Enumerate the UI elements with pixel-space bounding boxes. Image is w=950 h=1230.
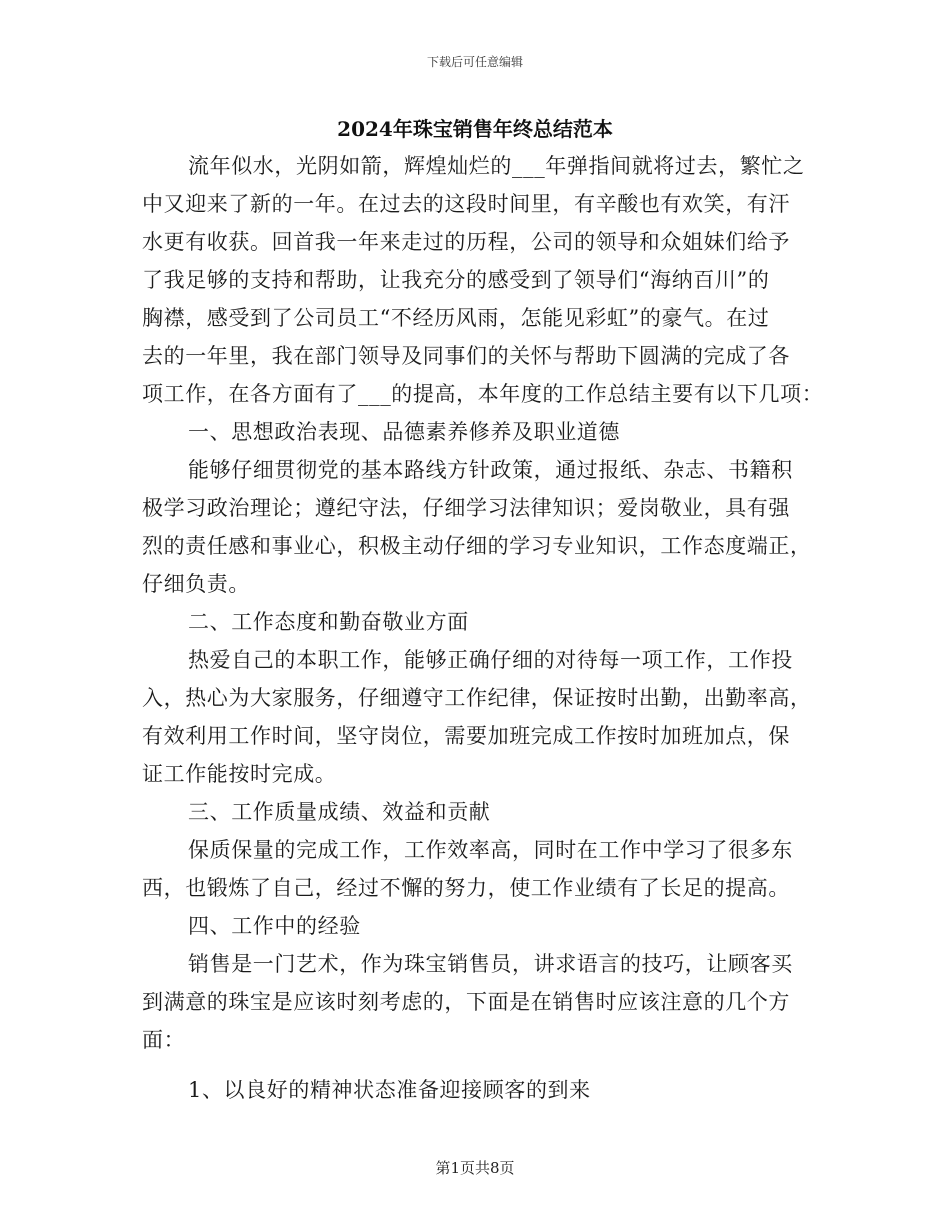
body-line: 去的一年里，我在部门领导及同事们的关怀与帮助下圆满的完成了各	[142, 344, 790, 368]
body-line: 中又迎来了新的一年。在过去的这段时间里，有辛酸也有欢笑，有汗	[142, 192, 790, 216]
body-line: 热爱自己的本职工作，能够正确仔细的对待每一项工作，工作投	[188, 648, 793, 672]
body-line: 有效利用工作时间，坚守岗位，需要加班完成工作按时加班加点，保	[142, 724, 790, 748]
body-line: 极学习政治理论；遵纪守法，仔细学习法律知识；爱岗敬业，具有强	[142, 496, 790, 520]
body-line: 销售是一门艺术，作为珠宝销售员，讲求语言的技巧，让顾客买	[188, 952, 793, 976]
body-line: 烈的责任感和事业心，积极主动仔细的学习专业知识，工作态度端正，	[142, 534, 812, 558]
page-header-note: 下载后可任意编辑	[426, 55, 523, 69]
body-line: 胸襟，感受到了公司员工“不经历风雨，怎能见彩虹”的豪气。在过	[142, 306, 770, 330]
list-item: 1、以良好的精神状态准备迎接顾客的到来	[188, 1078, 591, 1102]
paragraph-gap	[142, 1059, 808, 1071]
body-line: 证工作能按时完成。	[142, 762, 337, 786]
document-title: 2024年珠宝销售年终总结范本	[337, 117, 613, 141]
body-line: 面：	[142, 1028, 186, 1052]
page-footer: 第1页共8页	[435, 1159, 515, 1177]
body-line: 了我足够的支持和帮助，让我充分的感受到了领导们“海纳百川”的	[142, 268, 770, 292]
document-body	[142, 147, 824, 1109]
body-line: 水更有收获。回首我一年来走过的历程，公司的领导和众姐妹们给予	[142, 230, 790, 254]
body-line: 保质保量的完成工作，工作效率高，同时在工作中学习了很多东	[188, 838, 793, 862]
body-line: 仔细负责。	[142, 572, 250, 596]
body-line: 流年似水，光阴如箭，辉煌灿烂的___年弹指间就将过去，繁忙之	[188, 154, 805, 178]
body-line: 西，也锻炼了自己，经过不懈的努力，使工作业绩有了长足的提高。	[142, 876, 790, 900]
body-line: 到满意的珠宝是应该时刻考虑的，下面是在销售时应该注意的几个方	[142, 990, 790, 1014]
section-heading: 一、思想政治表现、品德素养修养及职业道德	[188, 420, 620, 444]
section-heading: 二、工作态度和勤奋敬业方面	[188, 610, 469, 634]
body-line: 项工作，在各方面有了___的提高，本年度的工作总结主要有以下几项：	[142, 382, 824, 406]
section-heading: 三、工作质量成绩、效益和贡献	[188, 800, 491, 824]
section-heading: 四、工作中的经验	[188, 914, 361, 938]
body-line: 入，热心为大家服务，仔细遵守工作纪律，保证按时出勤，出勤率高，	[142, 686, 812, 710]
body-line: 能够仔细贯彻党的基本路线方针政策，通过报纸、杂志、书籍积	[188, 458, 793, 482]
